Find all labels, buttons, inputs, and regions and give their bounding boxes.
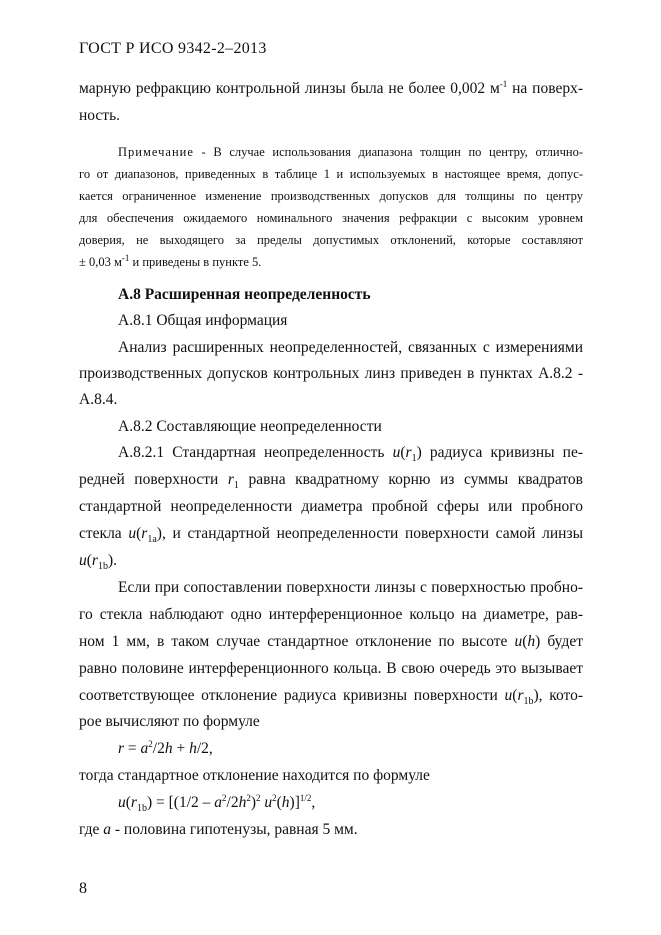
note-line: доверия, не выходящего за пределы допустимых отклонений, которые составляют <box>79 233 583 247</box>
note-line: кается ограниченное изменение производственных допусков для толщины по центру <box>79 189 583 203</box>
paragraph-line: $u(r_{1b})$. <box>79 552 118 573</box>
section-heading: А.8 Расширенная неопределенность <box>118 286 371 303</box>
paragraph-line: рое вычисляют по формуле <box>79 713 260 730</box>
paragraph-line: А.8.4. <box>79 391 118 408</box>
paragraph-line: соответствующее отклонение радиуса кривизны поверхности $u(r_{1b})$, кото- <box>79 687 583 708</box>
paragraph-line: стекла $u(r_{1a})$, и стандартной неопределенности поверхности самой линзы <box>79 525 583 546</box>
paragraph-line: Анализ расширенных неопределенностей, связанных с измерениями <box>118 339 583 356</box>
paragraph-line: где a - половина гипотенузы, равная 5 мм. <box>79 821 358 838</box>
paragraph-line: равно половине интерференционного кольца. В свою очередь это вызывает <box>79 660 583 677</box>
paragraph-line: производственных допусков контрольных линз приведен в пунктах А.8.2 - <box>79 365 583 382</box>
paragraph-line: ность. <box>79 107 121 124</box>
note-line: для обеспечения ожидаемого номинального значения рефракции с высоким уровнем <box>79 211 583 225</box>
note-line: ± 0,03 $м^{-1}$ и приведены в пункте 5. <box>79 252 262 269</box>
note-line: Примечание - В случае использования диапазона толщин по центру, отлично- <box>118 145 583 159</box>
subsection-heading: А.8.1 Общая информация <box>118 312 288 329</box>
paragraph-line: А.8.2.1 Стандартная неопределенность $u(r_1)$ радиуса кривизны пе- <box>118 444 583 465</box>
paragraph-line: марную рефракцию контрольной линзы была не более 0,002 $м^{-1}$ на поверх- <box>79 78 583 97</box>
document-header: ГОСТ Р ИСО 9342-2–2013 <box>79 40 267 57</box>
paragraph-line: Если при сопоставлении поверхности линзы с поверхностью пробно- <box>118 579 583 596</box>
page-number: 8 <box>79 880 87 897</box>
note-line: го от диапазонов, приведенных в таблице 1 и используемых в настоящее время, допус- <box>79 167 583 181</box>
paragraph-line: редней поверхности $r_1$ равна квадратному корню из суммы квадратов <box>79 471 583 492</box>
formula-std-deviation: $u(r_{1b}) = [(1/2 - a^2/2h^2)^2$ $u^2(h)]^{1/2}$, <box>118 792 316 815</box>
paragraph-line: стандартной неопределенности диаметра пробной сферы или пробного <box>79 498 583 515</box>
paragraph-line: го стекла наблюдают одно интерференционное кольцо на диаметре, рав- <box>79 606 583 623</box>
paragraph-line: ном 1 мм, в таком случае стандартное отклонение по высоте u(h) будет <box>79 633 583 650</box>
formula-radius: $r = a^2/2h + h/2$, <box>118 738 213 757</box>
subsection-heading: А.8.2 Составляющие неопределенности <box>118 418 382 435</box>
note-label: Примечание <box>118 145 194 159</box>
paragraph-line: тогда стандартное отклонение находится по формуле <box>79 767 430 784</box>
